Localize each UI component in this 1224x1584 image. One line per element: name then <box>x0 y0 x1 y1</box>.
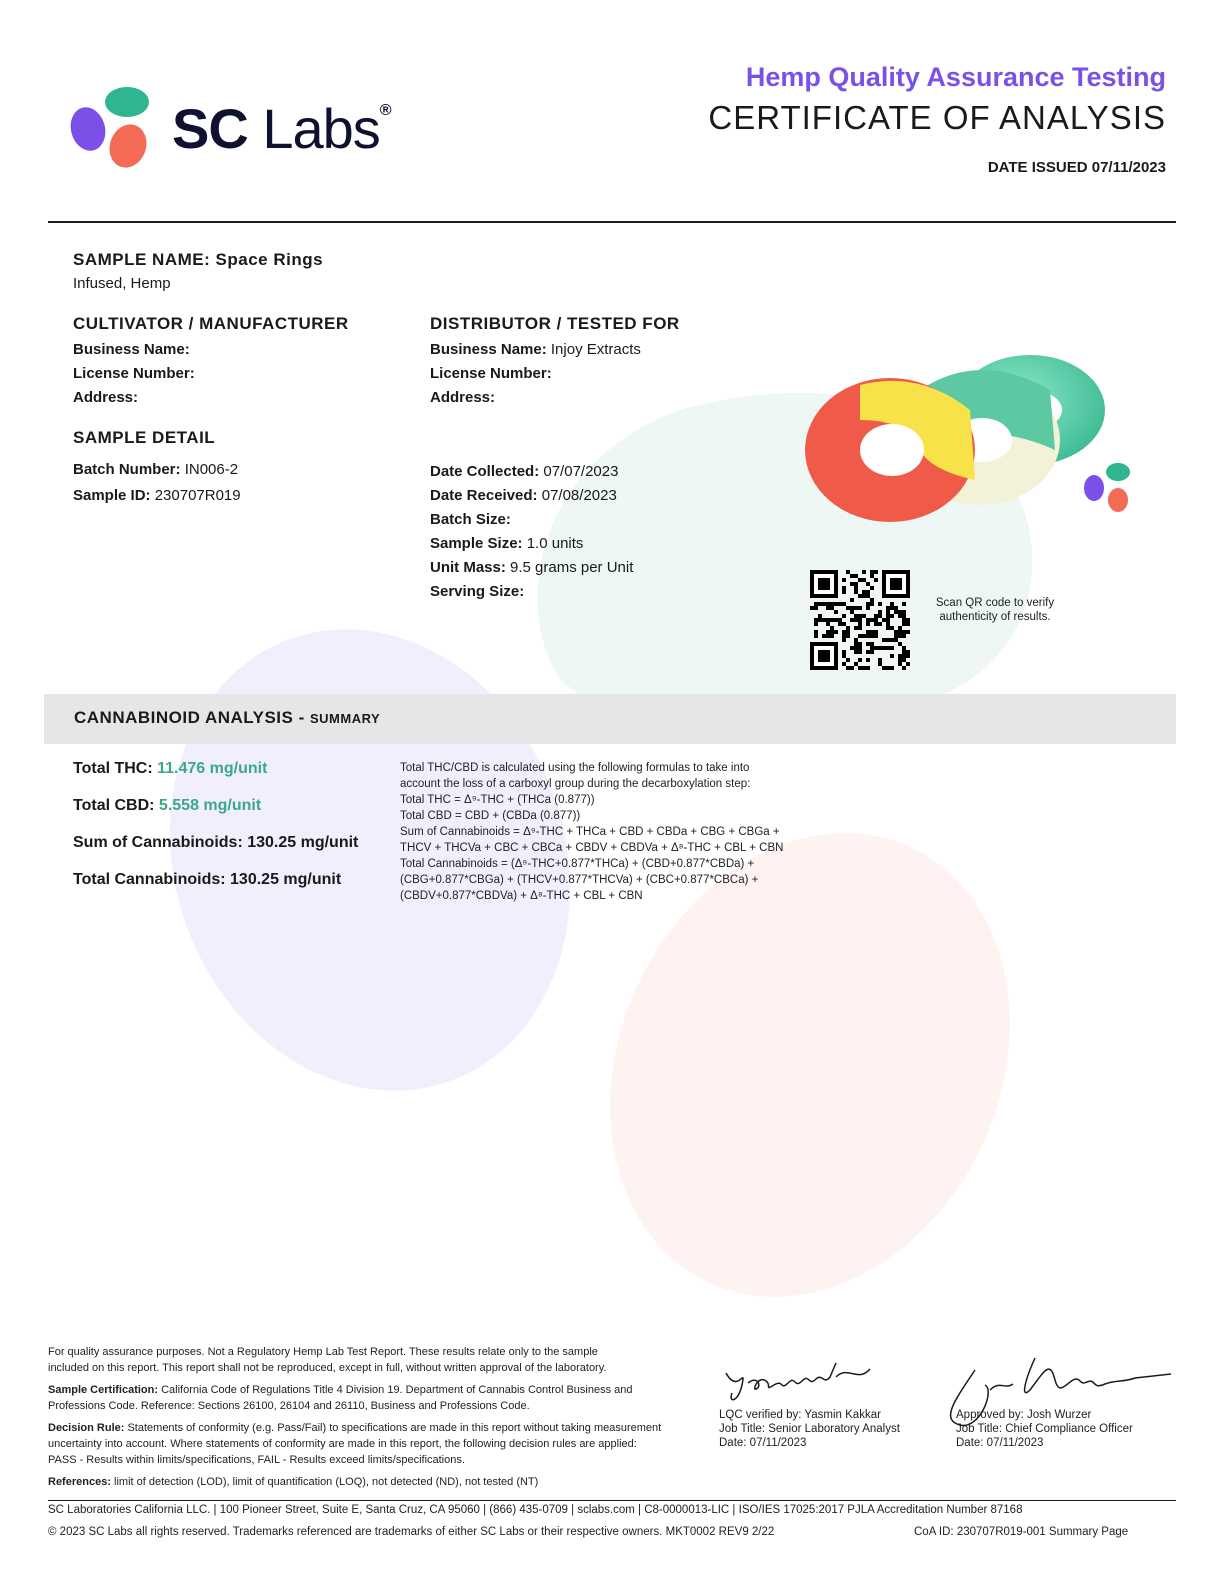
sample-name-block <box>73 250 323 296</box>
batch-number-value: IN006-2 <box>184 461 239 478</box>
disclaimer-text: For quality assurance purposes. Not a Regulatory Hemp Lab Test Report. These results relate only to the sample included on this report. This report shall not be reproduced, except in full, without written approval of the laboratory. <box>48 1346 607 1374</box>
sample-detail-heading: SAMPLE DETAIL <box>73 428 216 447</box>
qr-caption-line-2: authenticity of results. <box>939 611 1051 623</box>
logo-mark-icon <box>70 86 160 176</box>
date-collected-value: 07/07/2023 <box>543 463 619 480</box>
signature-block-1 <box>719 1408 900 1450</box>
sample-dates-block <box>430 460 633 604</box>
total-thc-label: Total THC: <box>73 760 153 777</box>
sample-id-label: Sample ID: <box>73 487 151 504</box>
sig1-verified: LQC verified by: Yasmin Kakkar <box>719 1409 881 1421</box>
sig1-date: Date: 07/11/2023 <box>719 1437 807 1449</box>
cultivator-business-label: Business Name: <box>73 341 190 358</box>
date-received-value: 07/08/2023 <box>541 487 617 504</box>
distributor-business-value: Injoy Extracts <box>550 341 641 358</box>
sc-labs-logo <box>70 86 430 176</box>
unit-mass-label: Unit Mass: <box>430 559 506 576</box>
product-image-gummy-rings <box>800 350 1140 530</box>
coa-id: CoA ID: 230707R019-001 Summary Page <box>914 1526 1129 1538</box>
batch-number-label: Batch Number: <box>73 461 181 478</box>
formula-line: (CBDV+0.877*CBDVa) + Δ⁸-THC + CBL + CBN <box>400 890 643 902</box>
cultivator-heading: CULTIVATOR / MANUFACTURER <box>73 314 349 333</box>
sig2-approved: Approved by: Josh Wurzer <box>956 1409 1092 1421</box>
footer-divider <box>48 1500 1176 1501</box>
formula-line: Sum of Cannabinoids = Δ⁹-THC + THCa + CBD + CBDa + CBG + CBGa + <box>400 826 780 838</box>
sample-detail-block <box>73 428 241 508</box>
decision-rule-label: Decision Rule: <box>48 1422 125 1434</box>
certification-text: California Code of Regulations Title 4 Division 19. Department of Cannabis Control Business and Professions Code. Reference: Sections 26100, 26104 and 26110, Business and Professions Code. <box>48 1384 633 1412</box>
total-cbd-value: 5.558 mg/unit <box>158 797 262 814</box>
cultivator-block <box>73 314 349 410</box>
sample-id-value: 230707R019 <box>154 487 241 504</box>
formula-notes <box>400 760 810 904</box>
total-cannabinoids: Total Cannabinoids: 130.25 mg/unit <box>73 871 342 888</box>
summary-heading-small: SUMMARY <box>310 711 381 726</box>
sum-cannabinoids: Sum of Cannabinoids: 130.25 mg/unit <box>73 834 359 851</box>
total-cbd-label: Total CBD: <box>73 797 155 814</box>
references-text: limit of detection (LOD), limit of quantification (LOQ), not detected (ND), not tested (NT) <box>114 1476 539 1488</box>
small-logo-icon <box>1084 463 1130 512</box>
header-divider <box>48 221 1176 223</box>
formula-line: THCV + THCVa + CBC + CBCa + CBDV + CBDVa + Δ⁸-THC + CBL + CBN <box>400 842 784 854</box>
logo-wordmark: SC Labs® <box>172 97 391 160</box>
total-thc-value: 11.476 mg/unit <box>157 760 268 777</box>
sample-name-label: SAMPLE NAME: <box>73 250 211 269</box>
date-collected-label: Date Collected: <box>430 463 540 480</box>
summary-heading: CANNABINOID ANALYSIS - <box>74 708 305 727</box>
formula-line: (CBG+0.877*CBGa) + (THCV+0.877*THCVa) + (CBC+0.877*CBCa) + <box>400 874 759 886</box>
qr-code[interactable] <box>810 570 910 670</box>
unit-mass-value: 9.5 grams per Unit <box>510 559 634 576</box>
serving-size-label: Serving Size: <box>430 583 525 600</box>
footer-disclaimers <box>48 1344 668 1496</box>
sample-size-label: Sample Size: <box>430 535 523 552</box>
cannabinoid-summary-bar <box>44 694 1176 744</box>
totals-block <box>73 760 358 889</box>
formula-line: Total THC/CBD is calculated using the following formulas to take into <box>400 762 750 774</box>
cultivator-license-label: License Number: <box>73 365 195 382</box>
references-label: References: <box>48 1476 111 1488</box>
distributor-license-label: License Number: <box>430 365 552 382</box>
date-issued: DATE ISSUED 07/11/2023 <box>987 159 1166 176</box>
batch-size-label: Batch Size: <box>430 511 511 528</box>
sample-type: Infused, Hemp <box>73 275 171 292</box>
distributor-address-label: Address: <box>430 389 496 406</box>
sig2-title: Job Title: Chief Compliance Officer <box>956 1423 1133 1435</box>
header-titles <box>708 62 1166 176</box>
formula-line: Total CBD = CBD + (CBDa (0.877)) <box>400 810 581 822</box>
signature-block-2 <box>956 1408 1133 1450</box>
formula-line: Total THC = Δ⁹-THC + (THCa (0.877)) <box>400 794 595 806</box>
report-subtitle: Hemp Quality Assurance Testing <box>745 62 1166 92</box>
sample-size-value: 1.0 units <box>526 535 584 552</box>
decision-rule-text: Statements of conformity (e.g. Pass/Fail) to specifications are made in this report without taking measurement uncertainty into account. Where statements of conformity are made in this report, the following decision rules are applied: PASS - Results within limits/specifications, FAIL - Results exceed limits/specifications. <box>48 1422 662 1466</box>
sample-name: Space Rings <box>215 250 324 269</box>
lab-address-line: SC Laboratories California LLC. | 100 Pioneer Street, Suite E, Santa Cruz, CA 95060 | (866) 435-0709 | sclabs.com | C8-0000013-LIC | ISO/IES 17025:2017 PJLA Accreditation Number 87168 <box>48 1504 1023 1516</box>
report-title: CERTIFICATE OF ANALYSIS <box>708 99 1166 136</box>
signature-yasmin <box>718 1355 888 1405</box>
distributor-business-label: Business Name: <box>430 341 547 358</box>
cultivator-address-label: Address: <box>73 389 139 406</box>
sig1-title: Job Title: Senior Laboratory Analyst <box>719 1423 900 1435</box>
date-received-label: Date Received: <box>430 487 538 504</box>
formula-line: account the loss of a carboxyl group during the decarboxylation step: <box>400 778 751 790</box>
distributor-heading: DISTRIBUTOR / TESTED FOR <box>430 314 680 333</box>
formula-line: Total Cannabinoids = (Δ⁹-THC+0.877*THCa) + (CBD+0.877*CBDa) + <box>400 858 755 870</box>
qr-caption-line-1: Scan QR code to verify <box>935 597 1055 609</box>
copyright-line: © 2023 SC Labs all rights reserved. Trademarks referenced are trademarks of either SC Labs or their respective owners. MKT0002 REV9 2/22 <box>48 1526 775 1538</box>
certification-label: Sample Certification: <box>48 1384 159 1396</box>
qr-caption <box>925 596 1065 624</box>
distributor-block <box>430 314 680 410</box>
sig2-date: Date: 07/11/2023 <box>956 1437 1044 1449</box>
